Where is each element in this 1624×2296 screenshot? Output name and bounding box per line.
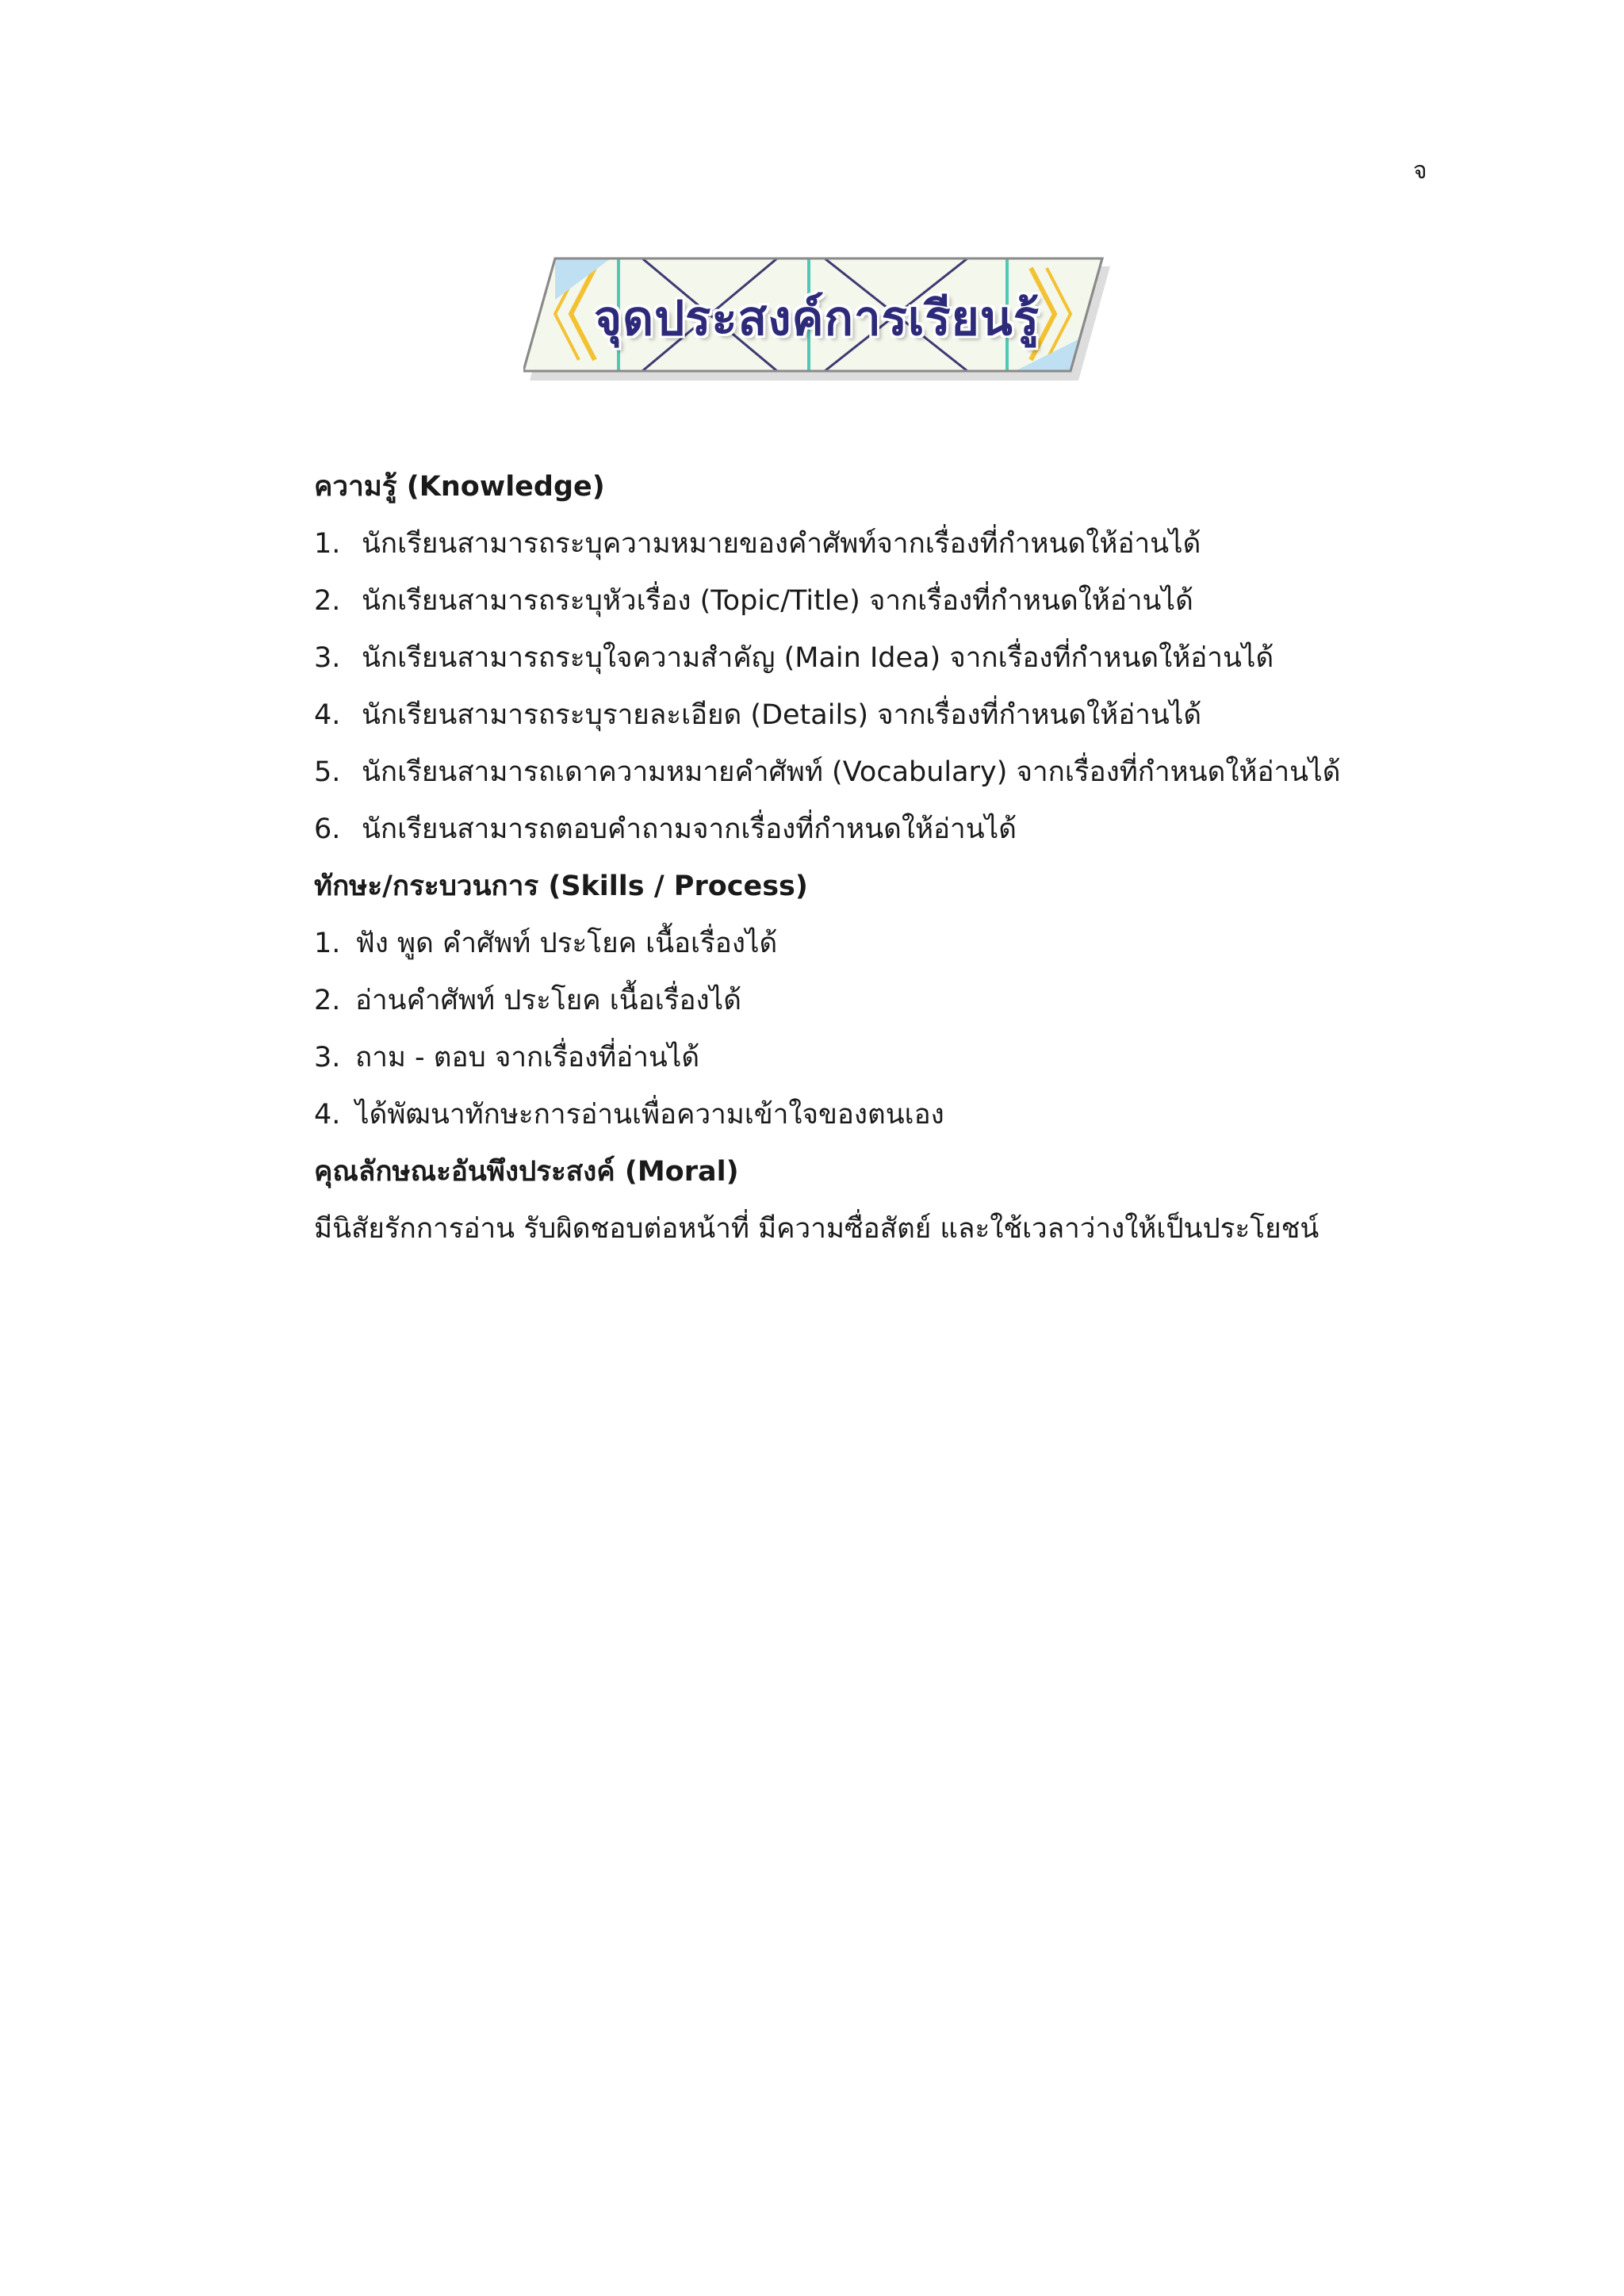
list-number: 1. xyxy=(314,528,341,560)
list-item xyxy=(314,801,1345,858)
list-text: นักเรียนสามารถระบุความหมายของคำศัพท์จากเรื่องที่กำหนดให้อ่านได้ xyxy=(362,528,1201,560)
list-number: 3. xyxy=(314,1042,341,1073)
list-number: 5. xyxy=(314,756,341,788)
list-text: นักเรียนสามารถเดาความหมายคำศัพท์ (Vocabulary) จากเรื่องที่กำหนดให้อ่านได้ xyxy=(362,756,1341,788)
list-item xyxy=(314,1086,1345,1143)
list-number: 2. xyxy=(314,985,341,1016)
list-text: นักเรียนสามารถระบุรายละเอียด (Details) จากเรื่องที่กำหนดให้อ่านได้ xyxy=(362,699,1202,731)
list-item xyxy=(314,572,1345,629)
list-item xyxy=(314,1029,1345,1086)
list-number: 4. xyxy=(314,1099,341,1131)
list-item xyxy=(314,515,1345,572)
moral-text: มีนิสัยรักการอ่าน รับผิดชอบต่อหน้าที่ มีความซื่อสัตย์ และใช้เวลาว่างให้เป็นประโยชน์ xyxy=(314,1213,1320,1245)
skills-heading: ทักษะ/กระบวนการ (Skills / Process) xyxy=(314,871,808,902)
list-text: ได้พัฒนาทักษะการอ่านเพื่อความเข้าใจของตนเอง xyxy=(355,1099,944,1131)
list-text: ถาม - ตอบ จากเรื่องที่อ่านได้ xyxy=(355,1042,700,1073)
list-number: 1. xyxy=(314,928,341,959)
list-text: นักเรียนสามารถระบุหัวเรื่อง (Topic/Title) จากเรื่องที่กำหนดให้อ่านได้ xyxy=(362,585,1193,617)
list-item xyxy=(314,629,1345,687)
title-banner xyxy=(523,252,1110,387)
knowledge-heading: ความรู้ (Knowledge) xyxy=(314,471,605,503)
knowledge-list xyxy=(314,515,1345,858)
list-text: นักเรียนสามารถตอบคำถามจากเรื่องที่กำหนดให้อ่านได้ xyxy=(362,813,1017,845)
skills-list xyxy=(314,915,1345,1143)
list-number: 3. xyxy=(314,642,341,674)
page-number: จ xyxy=(1413,157,1427,185)
list-text: ฟัง พูด คำศัพท์ ประโยค เนื้อเรื่องได้ xyxy=(355,928,778,959)
list-number: 6. xyxy=(314,813,341,845)
list-number: 4. xyxy=(314,699,341,731)
list-item xyxy=(314,687,1345,744)
list-item xyxy=(314,915,1345,972)
objectives-content xyxy=(314,458,1345,1257)
banner-title: จุดประสงค์การเรียนรู้ xyxy=(593,291,1040,346)
list-item xyxy=(314,744,1345,801)
list-number: 2. xyxy=(314,585,341,617)
list-text: นักเรียนสามารถระบุใจความสำคัญ (Main Idea) จากเรื่องที่กำหนดให้อ่านได้ xyxy=(362,642,1274,674)
list-text: อ่านคำศัพท์ ประโยค เนื้อเรื่องได้ xyxy=(355,985,741,1016)
list-item xyxy=(314,972,1345,1029)
moral-heading: คุณลักษณะอันพึงประสงค์ (Moral) xyxy=(314,1156,739,1188)
